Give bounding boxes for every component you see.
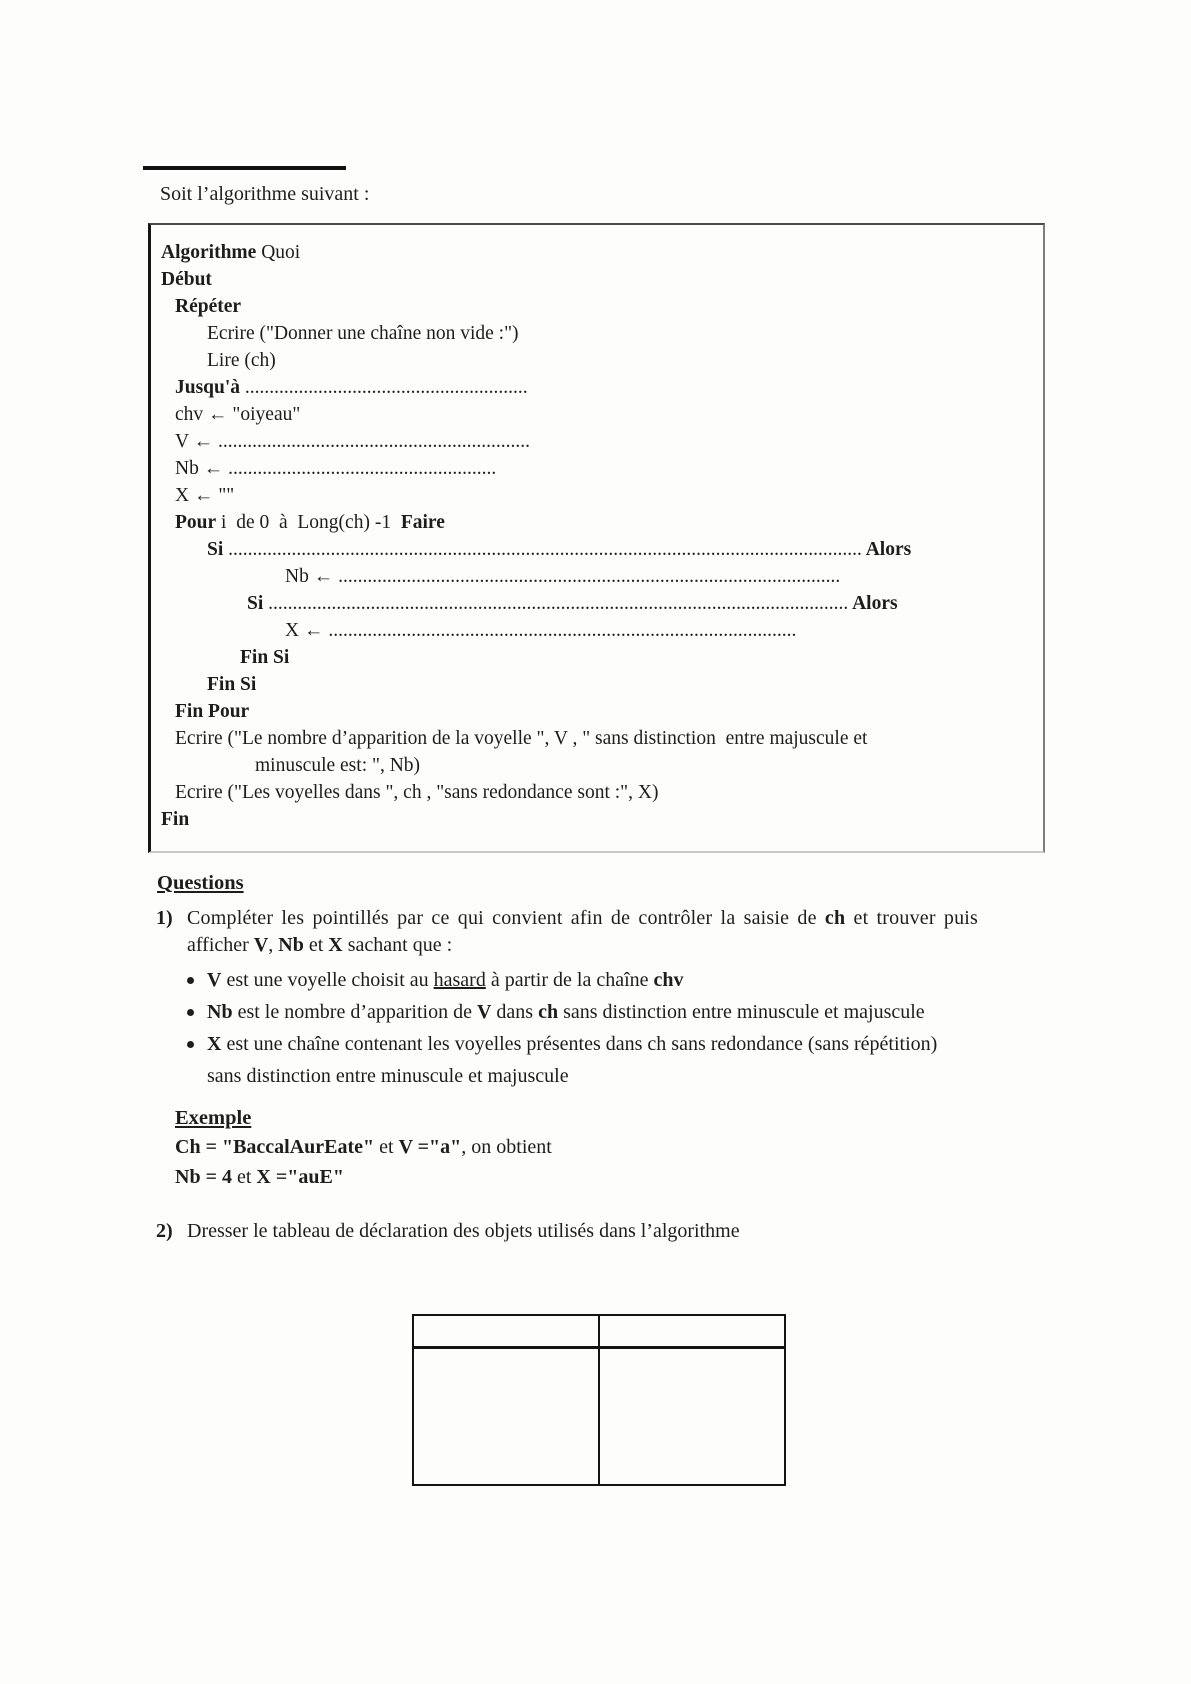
text-run: Compléter les pointillés par ce qui convient afin de contrôler la saisie de (187, 907, 825, 929)
text-run: sans distinction entre minuscule et majuscule (558, 1001, 925, 1023)
bullet-nb-line-1 (207, 996, 1045, 1028)
bullet-text-x (207, 1028, 1045, 1092)
question-1-bullets (148, 964, 1045, 1092)
text-run: X (328, 934, 343, 956)
algo-line-v (161, 428, 1031, 455)
algo-line-lire (161, 347, 1031, 374)
question-1-text (187, 905, 1045, 959)
text-run: Répéter (175, 296, 242, 317)
bullet-text-v (207, 964, 1045, 996)
text-run: ch (538, 1001, 559, 1023)
text-run: Si (207, 539, 229, 560)
algo-line-ecrire-1 (161, 320, 1031, 347)
text-run: Faire (400, 512, 445, 533)
question-1-line-2 (187, 932, 1045, 959)
top-rule (143, 166, 346, 170)
text-run: Fin (161, 809, 190, 830)
algo-line-x (161, 482, 1031, 509)
text-run: Nb = 4 (175, 1166, 232, 1188)
bullet-x-line-1 (207, 1028, 1045, 1060)
question-1 (148, 905, 1045, 959)
algo-line-jusqua (161, 374, 1031, 401)
text-run: Nb ← (285, 566, 339, 587)
algo-line-finsi-1 (161, 644, 1031, 671)
text-run: Lire (ch) (207, 350, 276, 371)
algo-line-chv (161, 401, 1031, 428)
text-run: .......................................................... (244, 377, 528, 398)
algo-line-repeter (161, 293, 1031, 320)
text-run: V (253, 934, 269, 956)
text-run: sans distinction entre minuscule et majuscule (207, 1065, 569, 1087)
question-2 (148, 1218, 1045, 1245)
text-run: i de 0 à Long(ch) -1 (216, 512, 401, 533)
text-run: Alors (861, 539, 912, 560)
algo-line-finsi-2 (161, 671, 1031, 698)
example-block (175, 1104, 1045, 1192)
text-run: Pour (175, 512, 217, 533)
text-run: X ="auE" (256, 1166, 344, 1188)
example-line-2 (175, 1162, 1045, 1192)
text-run: est le nombre d’apparition de (232, 1001, 477, 1023)
algo-line-ecrire-2b (161, 752, 1031, 779)
text-run: Dresser le tableau de déclaration des objets utilisés dans l’algorithme (187, 1220, 740, 1242)
bullet-x-line-2 (207, 1060, 1045, 1092)
algo-line-nb (161, 455, 1031, 482)
text-run: V ← (175, 431, 218, 452)
text-run: Quoi (256, 242, 301, 263)
text-run: X ← "" (175, 485, 235, 506)
text-run: V (476, 1001, 492, 1023)
text-run: , (268, 934, 279, 956)
text-run: à partir de la chaîne (485, 969, 654, 991)
bullet-text-nb (207, 996, 1045, 1028)
text-run: Nb ← (175, 458, 229, 479)
text-run: Algorithme (161, 242, 257, 263)
example-line-1 (175, 1132, 1045, 1162)
algo-line-debut (161, 266, 1031, 293)
question-2-line-1 (187, 1218, 1045, 1245)
text-run: V (207, 969, 222, 991)
text-run: hasard (433, 969, 486, 991)
text-run: .................................................................................................................................. (228, 539, 862, 560)
text-run: est une voyelle choisit au (221, 969, 434, 991)
text-run: afficher (187, 934, 254, 956)
questions-heading: Questions (157, 872, 244, 894)
text-run: minuscule est: ", Nb) (255, 755, 421, 776)
table-header-row (413, 1315, 785, 1348)
lead-text: Soit l’algorithme suivant : (160, 183, 370, 205)
text-run: V ="a" (398, 1136, 462, 1158)
bullet-icon (187, 977, 194, 984)
question-1-number: 1) (156, 907, 173, 929)
table-header-cell-2 (599, 1315, 785, 1348)
text-run: ch (824, 907, 846, 929)
text-run: Ecrire ("Donner une chaîne non vide :") (207, 323, 519, 344)
text-run: ................................................................ (217, 431, 530, 452)
algo-line-ecrire-3 (161, 779, 1031, 806)
text-run: Jusqu'à (175, 377, 245, 398)
text-run: Alors (848, 593, 898, 614)
text-run: Ecrire ("Le nombre d’apparition de la voyelle ", V , " sans distinction entre majuscule et (175, 728, 868, 749)
text-run: Nb (207, 1001, 233, 1023)
text-run: et (374, 1136, 399, 1158)
text-run: X ← (285, 620, 329, 641)
table-header-cell-1 (413, 1315, 599, 1348)
algo-line-fin (161, 806, 1031, 833)
algo-line-x-assign (161, 617, 1031, 644)
algo-line-si-2 (161, 590, 1031, 617)
algo-line-si-1 (161, 536, 1031, 563)
algo-line-ecrire-2 (161, 725, 1031, 752)
table-row (413, 1348, 785, 1486)
text-run: Si (247, 593, 269, 614)
text-run: Nb (278, 934, 304, 956)
bullet-icon (187, 1041, 194, 1048)
text-run: chv ← "oiyeau" (175, 404, 301, 425)
text-run: Fin Pour (175, 701, 250, 722)
text-run: , on obtient (461, 1136, 552, 1158)
text-run: ....................................................................................................................... (268, 593, 849, 614)
algo-line-pour (161, 509, 1031, 536)
table-cell-2 (599, 1348, 785, 1486)
text-run: ....................................................... (228, 458, 497, 479)
text-run: Ecrire ("Les voyelles dans ", ch , "sans redondance sont :", X) (175, 782, 659, 803)
bullet-item-nb (148, 996, 1045, 1028)
table-cell-1 (413, 1348, 599, 1486)
bullet-item-x (148, 1028, 1045, 1092)
question-1-line-1 (187, 905, 1045, 932)
text-run: Fin Si (240, 647, 290, 668)
text-run: Fin Si (207, 674, 257, 695)
algo-line-header (161, 239, 1031, 266)
text-run: et (231, 1166, 257, 1188)
bullet-v-line-1 (207, 964, 1045, 996)
bullet-icon (187, 1009, 194, 1016)
bullet-item-v (148, 964, 1045, 996)
algo-line-finpour (161, 698, 1031, 725)
text-run: est une chaîne contenant les voyelles présentes dans ch sans redondance (sans répétition) (221, 1033, 938, 1055)
algo-line-nb-assign (161, 563, 1031, 590)
algorithm-box (148, 223, 1045, 853)
text-run: sachant que : (342, 934, 453, 956)
text-run: ....................................................................................................... (338, 566, 841, 587)
question-2-text (187, 1218, 1045, 1245)
text-run: et (303, 934, 329, 956)
text-run: ................................................................................................ (328, 620, 797, 641)
question-2-number: 2) (156, 1220, 173, 1242)
text-run: dans (491, 1001, 539, 1023)
text-run: chv (653, 969, 684, 991)
text-run: Début (161, 269, 212, 290)
example-heading: Exemple (175, 1107, 252, 1129)
text-run: et trouver puis (845, 907, 979, 929)
text-run: Ch = "BaccalAurEate" (175, 1136, 375, 1158)
declaration-table (412, 1314, 786, 1486)
text-run: X (207, 1033, 222, 1055)
